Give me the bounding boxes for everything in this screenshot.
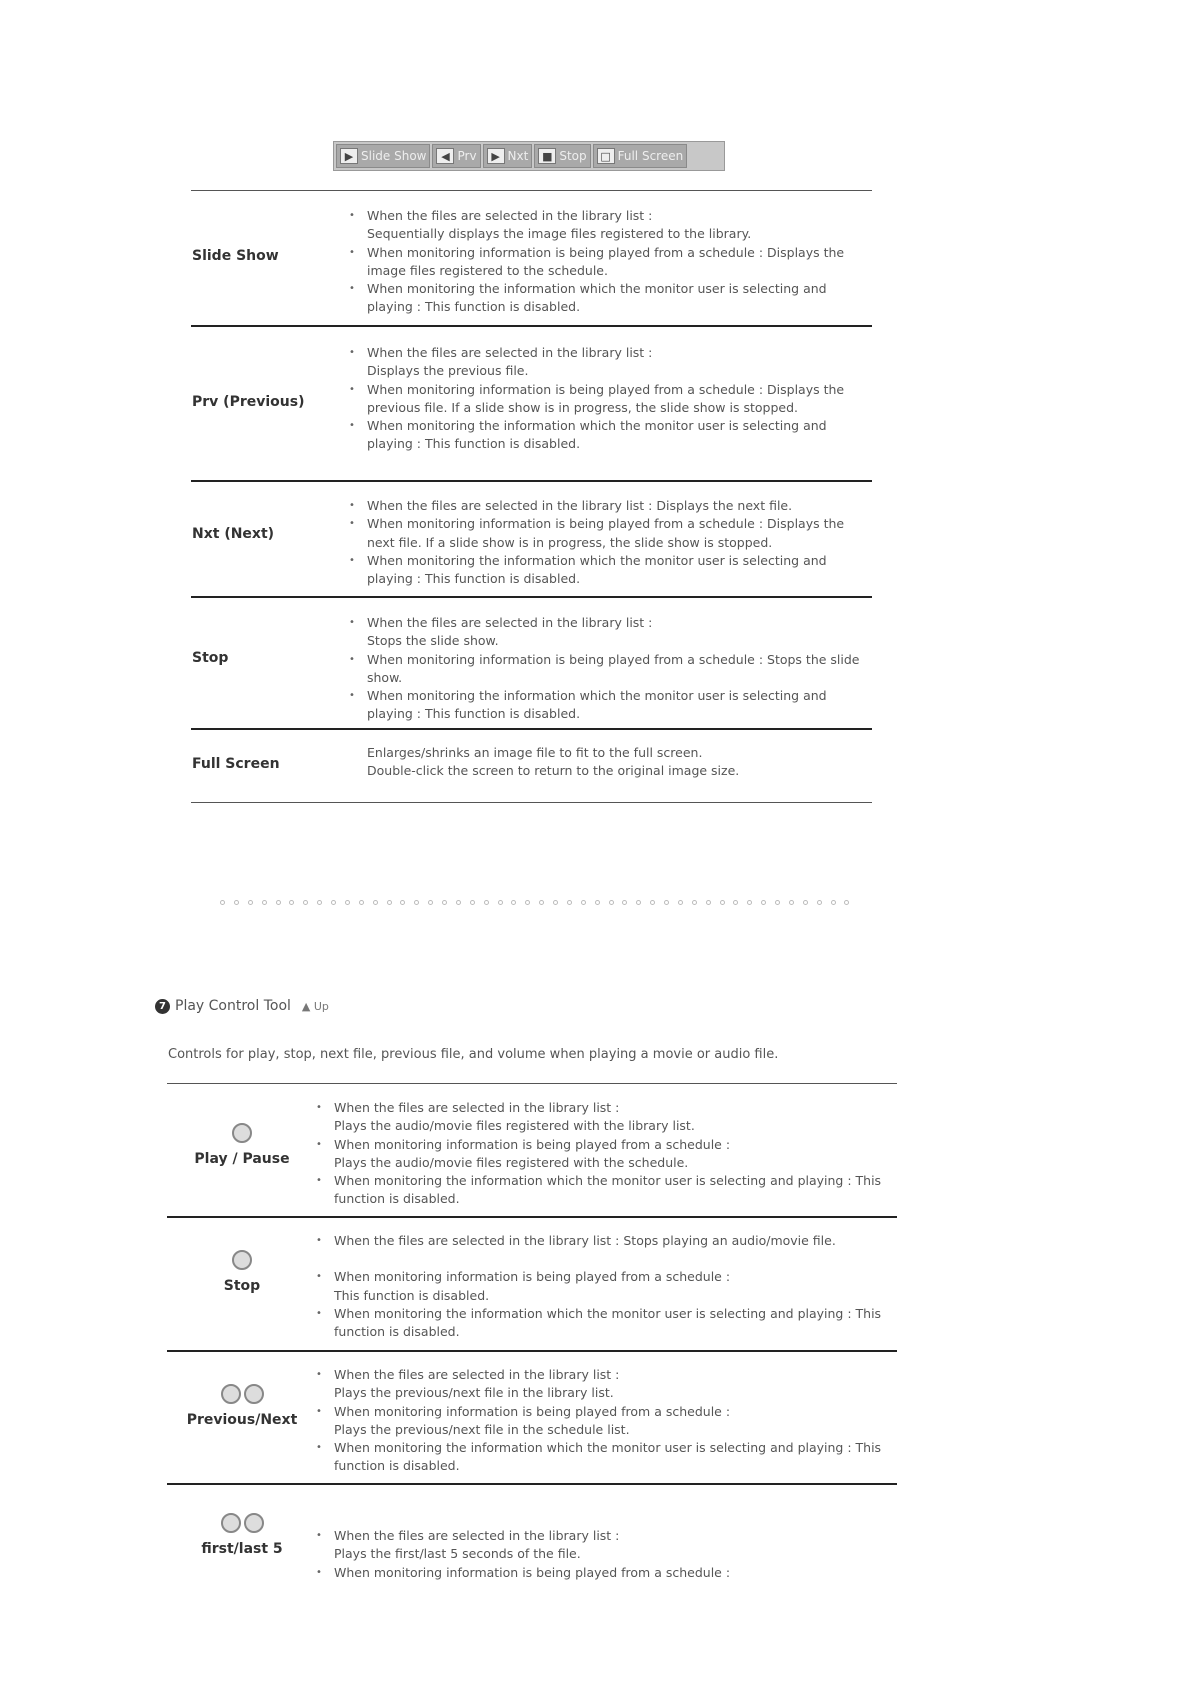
list-item: • When monitoring information is being played from a schedule : Plays the audio/movie files registered with the schedule. (334, 1136, 894, 1173)
list-item: • When the files are selected in the library list : Sequentially displays the image files registered to the library. (367, 207, 867, 244)
list-item: • When monitoring the information which the monitor user is selecting and playing : This function is disabled. (334, 1305, 894, 1342)
table-bottom-rule (191, 802, 872, 803)
row-label: Stop (223, 1278, 261, 1294)
list-item: • When the files are selected in the library list : Plays the first/last 5 seconds of the file. (334, 1527, 894, 1564)
row-label: Previous/Next (186, 1412, 298, 1428)
stop-icon: ■ (538, 148, 556, 164)
toolbar-stop-button[interactable] (534, 144, 590, 168)
list-item: • When monitoring the information which the monitor user is selecting and playing : This function is disabled. (334, 1172, 894, 1209)
slideshow-icon: ▶ (340, 148, 358, 164)
row-description (334, 1366, 894, 1476)
row-label-cell (167, 1384, 317, 1428)
list-item: • When the files are selected in the library list : Displays the next file. (367, 497, 867, 515)
row-divider (167, 1350, 897, 1352)
table-row (167, 1505, 897, 1605)
previous-icon: ◀ (436, 148, 454, 164)
toolbar-prv-label: Prv (457, 149, 477, 163)
row-description (367, 497, 867, 588)
row-divider (191, 596, 872, 598)
list-item: • When monitoring information is being played from a schedule : Plays the previous/next file in the schedule list. (334, 1403, 894, 1440)
section-intro: Controls for play, stop, next file, previous file, and volume when playing a movie or audio file. (168, 1047, 779, 1062)
list-item: • When monitoring the information which the monitor user is selecting and playing : This function is disabled. (367, 280, 867, 317)
row-description (334, 1099, 894, 1209)
row-label-cell (167, 1250, 317, 1294)
table-top-rule (167, 1083, 897, 1084)
list-item: • When the files are selected in the library list : Plays the audio/movie files registered with the library list. (334, 1099, 894, 1136)
row-label-cell (167, 1123, 317, 1167)
list-item: • When monitoring information is being played from a schedule : (334, 1564, 894, 1582)
list-item: • When monitoring information is being played from a schedule : Displays the image files registered to the schedule. (367, 244, 867, 281)
dotted-separator (220, 897, 850, 907)
list-item: • When monitoring information is being played from a schedule : This function is disabled. (334, 1268, 894, 1305)
list-item: • When monitoring information is being played from a schedule : Stops the slide show. (367, 651, 867, 688)
row-description (367, 614, 867, 724)
section-number-badge: 7 (155, 999, 170, 1014)
slideshow-toolbar (333, 141, 725, 171)
list-item: • When monitoring information is being played from a schedule : Displays the next file. If a slide show is in progress, the slide show is stopped. (367, 515, 867, 552)
section-title: Play Control Tool (175, 998, 291, 1014)
list-item: • When the files are selected in the library list : Displays the previous file. (367, 344, 867, 381)
list-item: • When monitoring the information which the monitor user is selecting and playing : This function is disabled. (367, 552, 867, 589)
play-control-table (167, 1083, 897, 1683)
row-label: Full Screen (192, 756, 280, 772)
table-row (191, 345, 872, 472)
toolbar-prv-button[interactable] (432, 144, 480, 168)
table-row (167, 1233, 897, 1340)
toolbar-slideshow-button[interactable] (336, 144, 430, 168)
row-description: Enlarges/shrinks an image file to fit to the full screen. Double-click the screen to return to the original image size. (367, 745, 740, 779)
toolbar-fullscreen-button[interactable] (593, 144, 688, 168)
row-label: first/last 5 (201, 1541, 283, 1557)
toolbar-slideshow-label: Slide Show (361, 149, 427, 163)
toolbar-nxt-label: Nxt (507, 149, 529, 163)
row-description (367, 207, 867, 317)
row-label: Prv (Previous) (192, 394, 305, 410)
list-item: • When the files are selected in the library list : Plays the previous/next file in the library list. (334, 1366, 894, 1403)
list-item: • When monitoring the information which the monitor user is selecting and playing : This function is disabled. (367, 687, 867, 724)
row-divider (167, 1483, 897, 1485)
row-description (334, 1232, 894, 1341)
toolbar-stop-label: Stop (559, 149, 587, 163)
row-divider (191, 728, 872, 730)
table-row (191, 615, 872, 732)
list-item: • When the files are selected in the library list : Stops the slide show. (367, 614, 867, 651)
row-divider (191, 325, 872, 327)
table-row (167, 1367, 897, 1474)
table-row (191, 498, 872, 596)
row-divider (191, 480, 872, 482)
fullscreen-icon: □ (597, 148, 615, 164)
row-label: Nxt (Next) (192, 526, 275, 542)
list-item: • When the files are selected in the library list : Stops playing an audio/movie file. (334, 1232, 894, 1250)
table-row (167, 1100, 897, 1207)
stop-circle-icon (232, 1250, 252, 1270)
row-description (334, 1527, 894, 1582)
list-item: • When monitoring the information which the monitor user is selecting and playing : This function is disabled. (334, 1439, 894, 1476)
row-label: Slide Show (192, 248, 279, 264)
row-divider (167, 1216, 897, 1218)
table-top-rule (191, 190, 872, 191)
table-row (191, 744, 872, 794)
previous-next-icon (221, 1384, 264, 1404)
toolbar-fullscreen-label: Full Screen (617, 149, 684, 163)
row-label: Play / Pause (194, 1151, 290, 1167)
slideshow-controls-table (191, 190, 872, 810)
table-row (191, 208, 872, 315)
list-item: • When monitoring the information which the monitor user is selecting and playing : This function is disabled. (367, 417, 867, 454)
row-label: Stop (192, 650, 229, 666)
next-icon: ▶ (487, 148, 505, 164)
row-description (367, 344, 867, 454)
first-last-5-icon (221, 1513, 264, 1533)
play-pause-icon (232, 1123, 252, 1143)
up-link[interactable]: ▲ Up (301, 999, 329, 1013)
section-heading (155, 998, 329, 1014)
up-link-label: Up (313, 999, 329, 1013)
toolbar-nxt-button[interactable] (483, 144, 533, 168)
row-label-cell (167, 1513, 317, 1557)
list-item: • When monitoring information is being played from a schedule : Displays the previous file. If a slide show is in progress, the slide show is stopped. (367, 381, 867, 418)
